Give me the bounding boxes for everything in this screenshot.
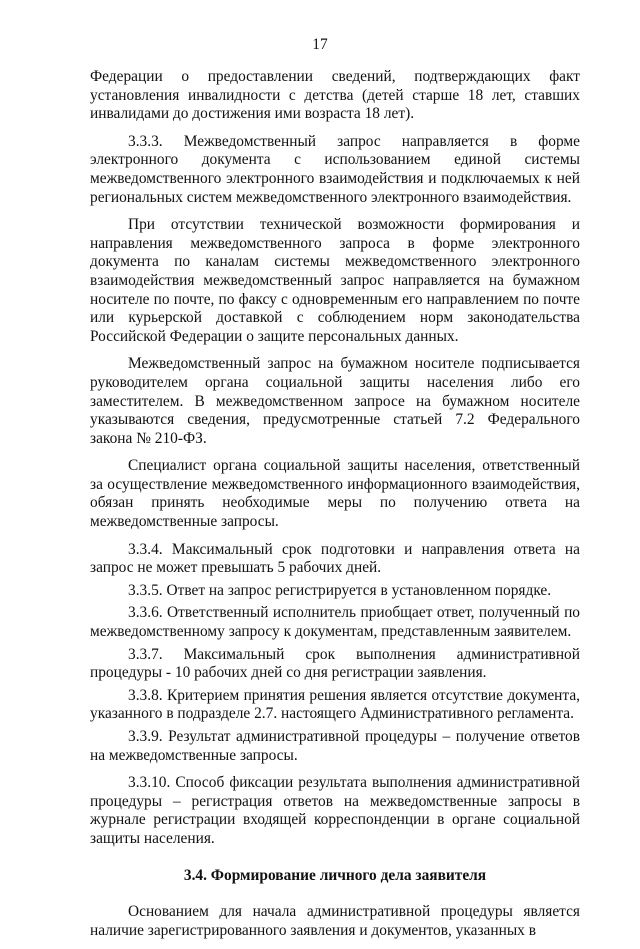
paragraph-3-3-10: 3.3.10. Способ фиксации результата выполнения административной процедуры – регистрация ответов на межведомственные запросы в журнале регистрации входящей корреспонденции в органе социальной защиты населения.: [90, 774, 580, 847]
paragraph-paper-request: Межведомственный запрос на бумажном носителе подписывается руководителем органа социальной защиты населения либо его заместителем. В межведомственном запросе на бумажном носителе указываются сведения, предусмотренные статьей 7.2 Федерального закона № 210-ФЗ.: [90, 355, 580, 447]
document-body: [90, 68, 580, 949]
paragraph-specialist: Специалист органа социальной защиты населения, ответственный за осуществление межведомственного информационного взаимодействия, обязан принять необходимые меры по получению ответа на межведомственные запросы.: [90, 457, 580, 531]
paragraph-3-3-9: 3.3.9. Результат административной процедуры – получение ответов на межведомственные запросы.: [90, 728, 580, 764]
section-heading: 3.4. Формирование личного дела заявителя: [183, 866, 487, 884]
paragraph-3-3-4: 3.3.4. Максимальный срок подготовки и направления ответа на запрос не может превышать 5 рабочих дней.: [90, 540, 580, 577]
paragraph-no-technical-possibility: При отсутствии технической возможности формирования и направления межведомственного запроса в форме электронного документа по каналам системы межведомственного электронного взаимодействия межведомственный запрос направляется на бумажном носителе по почте, по факсу с одновременным его направлением по почте или курьерской доставкой с соблюдением норм законодательства Российской Федерации о защите персональных данных.: [90, 216, 580, 345]
paragraph-3-3-8: 3.3.8. Критерием принятия решения является отсутствие документа, указанного в подразделе 2.7. настоящего Административного регламента.: [90, 686, 580, 723]
paragraph-3-3-7: 3.3.7. Максимальный срок выполнения административной процедуры - 10 рабочих дней со дня регистрации заявления.: [90, 645, 580, 682]
paragraph-continuation: Федерации о предоставлении сведений, подтверждающих факт установления инвалидности с детства (детей старше 18 лет, ставших инвалидами до достижения ими возраста 18 лет).: [90, 68, 580, 123]
paragraph-3-3-5: 3.3.5. Ответ на запрос регистрируется в установленном порядке.: [128, 581, 552, 599]
paragraph-3-3-6: 3.3.6. Ответственный исполнитель приобщает ответ, полученный по межведомственному запросу к документам, представленным заявителем.: [90, 604, 580, 641]
page-number: 17: [312, 36, 328, 53]
paragraph-3-3-3: 3.3.3. Межведомственный запрос направляется в форме электронного документа с использованием единой системы межведомственного электронного взаимодействия и подключаемых к ней региональных систем межведомственного электронного взаимодействия.: [90, 132, 580, 206]
paragraph-section-3-4: Основанием для начала административной процедуры является наличие зарегистрированного заявления и документов, указанных в: [90, 903, 580, 939]
